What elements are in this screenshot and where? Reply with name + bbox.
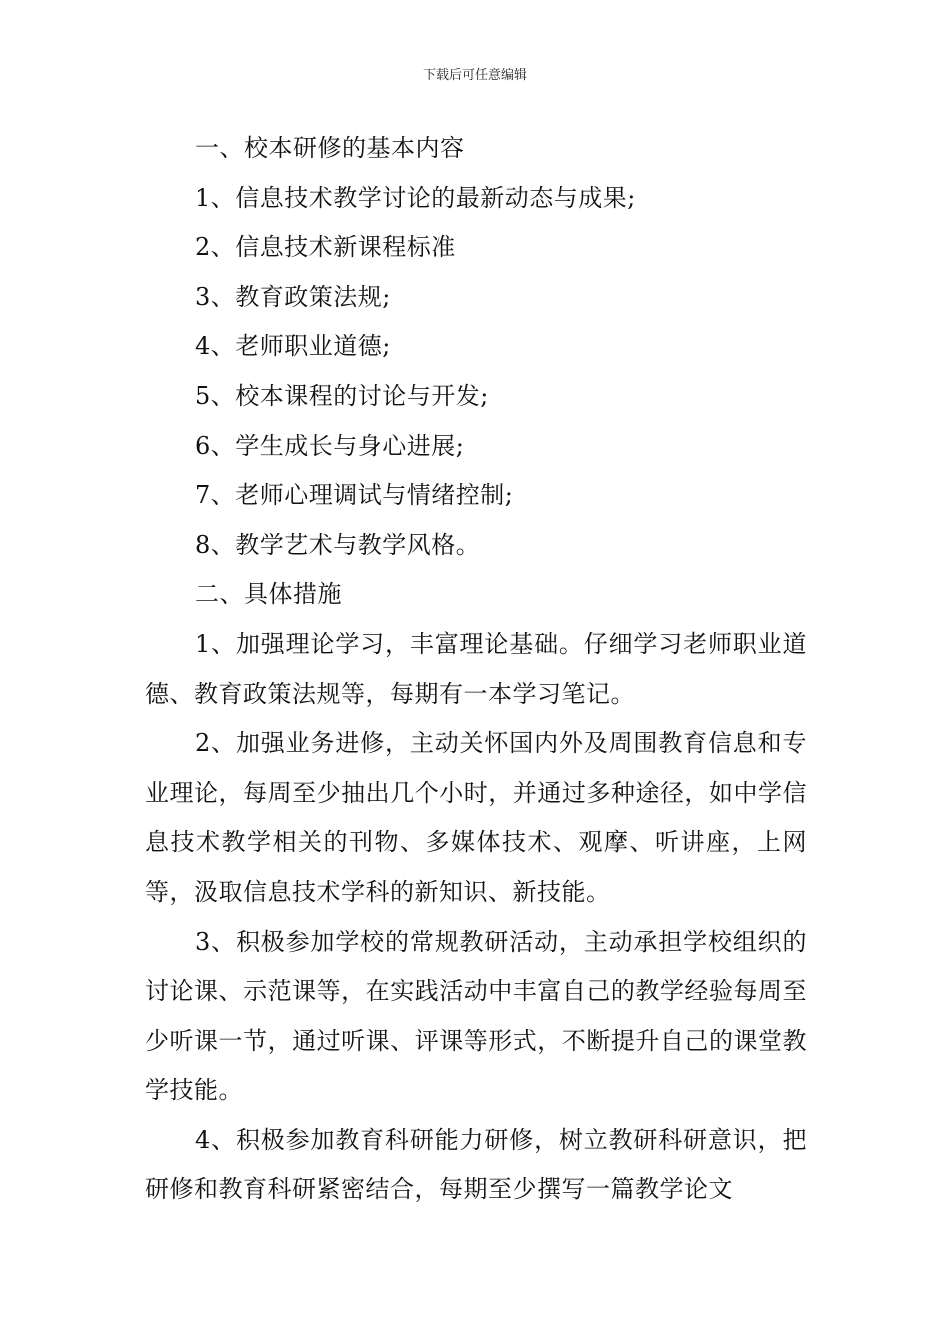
list-item-2: 2、信息技术新课程标准 <box>195 233 456 262</box>
list-item-7: 7、老师心理调试与情绪控制; <box>195 481 514 510</box>
section-heading-basic-content: 一、校本研修的基本内容 <box>195 134 465 162</box>
measure-paragraph-4: 4、积极参加教育科研能力研修，树立教研科研意识，把研修和教育科研紧密结合，每期至少撰写一篇教学论文 <box>145 1125 807 1204</box>
measure-paragraph-3: 3、积极参加学校的常规教研活动，主动承担学校组织的讨论课、示范课等，在实践活动中丰富自己的教学经验每周至少听课一节，通过听课、评课等形式，不断提升自己的课堂教学技能。 <box>145 927 807 1105</box>
measure-paragraph-2: 2、加强业务进修，主动关怀国内外及周围教育信息和专业理论，每周至少抽出几个小时，并通过多种途径，如中学信息技术教学相关的刊物、多媒体技术、观摩、听讲座，上网等，汲取信息技术学科的新知识、新技能。 <box>145 729 807 906</box>
measure-paragraph-1: 1、加强理论学习，丰富理论基础。仔细学习老师职业道德、教育政策法规等，每期有一本学习笔记。 <box>145 629 807 708</box>
list-item-8: 8、教学艺术与教学风格。 <box>195 530 481 559</box>
list-item-6: 6、学生成长与身心进展; <box>195 431 465 460</box>
page-header-note: 下载后可任意编辑 <box>422 68 527 83</box>
list-item-5: 5、校本课程的讨论与开发; <box>195 381 489 410</box>
list-item-1: 1、信息技术教学讨论的最新动态与成果; <box>195 183 636 212</box>
list-item-4: 4、老师职业道德; <box>195 332 391 361</box>
document-body <box>145 124 807 1215</box>
section-heading-measures: 二、具体措施 <box>195 580 342 609</box>
list-item-3: 3、教育政策法规; <box>195 282 391 311</box>
